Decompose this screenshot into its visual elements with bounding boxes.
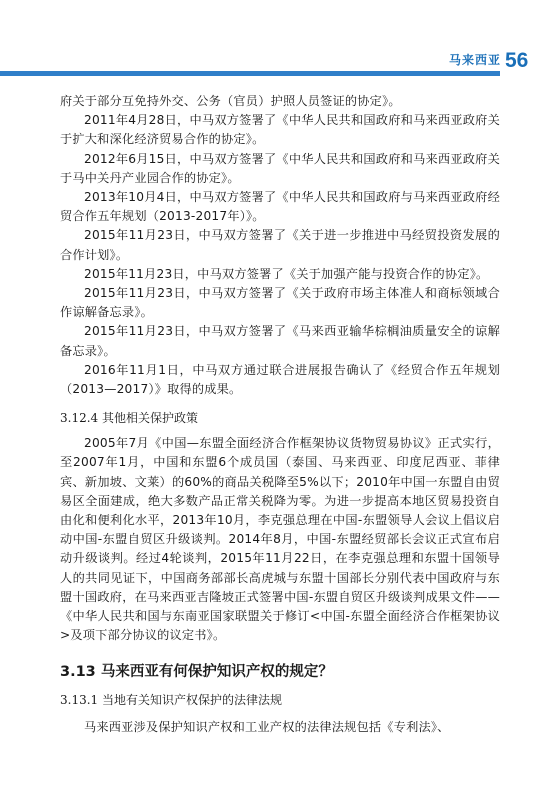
section-heading: 3.13 马来西亚有何保护知识产权的规定？ [60, 664, 333, 681]
page-header [0, 47, 559, 87]
subsection-heading: 3.13.1 当地有关知识产权保护的法律法规 [60, 693, 282, 708]
running-header-country: 马来西亚 [448, 53, 501, 67]
body-paragraph: 2011年4月28日，中马双方签署了《中华人民共和国政府和马来西亚政府关于扩大和深化经济贸易合作的协定》。 [60, 113, 500, 147]
header-rule [0, 71, 500, 76]
body-paragraph: 马来西亚涉及保护知识产权和工业产权的法律法规包括《专利法》、 [84, 720, 450, 735]
body-paragraph: 2016年11月1日，中马双方通过联合进展报告确认了《经贸合作五年规划（2013—2017）》取得的成果。 [60, 362, 500, 397]
page-body [60, 92, 500, 738]
body-paragraph: 2013年10月4日，中马双方签署了《中华人民共和国政府与马来西亚政府经贸合作五年规划（2013-2017年）》。 [60, 190, 500, 224]
body-paragraph: 2005年7月《中国—东盟全面经济合作框架协议货物贸易协议》正式实行，至2007年1月，中国和东盟6个成员国（泰国、马来西亚、印度尼西亚、菲律宾、新加坡、文莱）的60%的商品关税降至5%以下；2010年中国一东盟自由贸易区全面建成，绝大多数产品正常关税降为零。为进一步提高本地区贸易投资自由化和便利化水平，2013年10月，李克强总理在中国-东盟领导人会议上倡议启动中国-东盟自贸区升级谈判。2014年8月，中国-东盟经贸部长会议正式宣布启动升级谈判。经过4轮谈判，2015年11月22日，在李克强总理和东盟十国领导人的共同见证下，中国商务部部长高虎城与东盟十国部长分别代表中国政府与东盟十国政府，在马来西亚吉隆坡正式签署中国-东盟自贸区升级谈判成果文件——《中华人民共和国与东南亚国家联盟关于修订<中国-东盟全面经济合作框架协议>及项下部分协议的议定书》。 [60, 436, 500, 643]
body-paragraph: 2012年6月15日，中马双方签署了《中华人民共和国政府和马来西亚政府关于马中关丹产业园合作的协定》。 [60, 151, 500, 185]
body-paragraph: 2015年11月23日，中马双方签署了《关于政府市场主体准人和商标领域合作谅解备忘录》。 [60, 286, 500, 320]
body-paragraph: 2015年11月23日，中马双方签署了《关于进一步推进中马经贸投资发展的合作计划》。 [60, 228, 500, 262]
subsection-heading: 3.12.4 其他相关保护政策 [60, 411, 198, 426]
body-paragraph: 2015年11月23日，中马双方签署了《马来西亚输华棕榈油质量安全的谅解备忘录》。 [60, 324, 500, 358]
body-paragraph: 2015年11月23日，中马双方签署了《关于加强产能与投资合作的协定》。 [84, 266, 489, 281]
page-number: 56 [505, 49, 529, 72]
body-paragraph: 府关于部分互免持外交、公务（官员）护照人员签证的协定》。 [60, 94, 401, 108]
